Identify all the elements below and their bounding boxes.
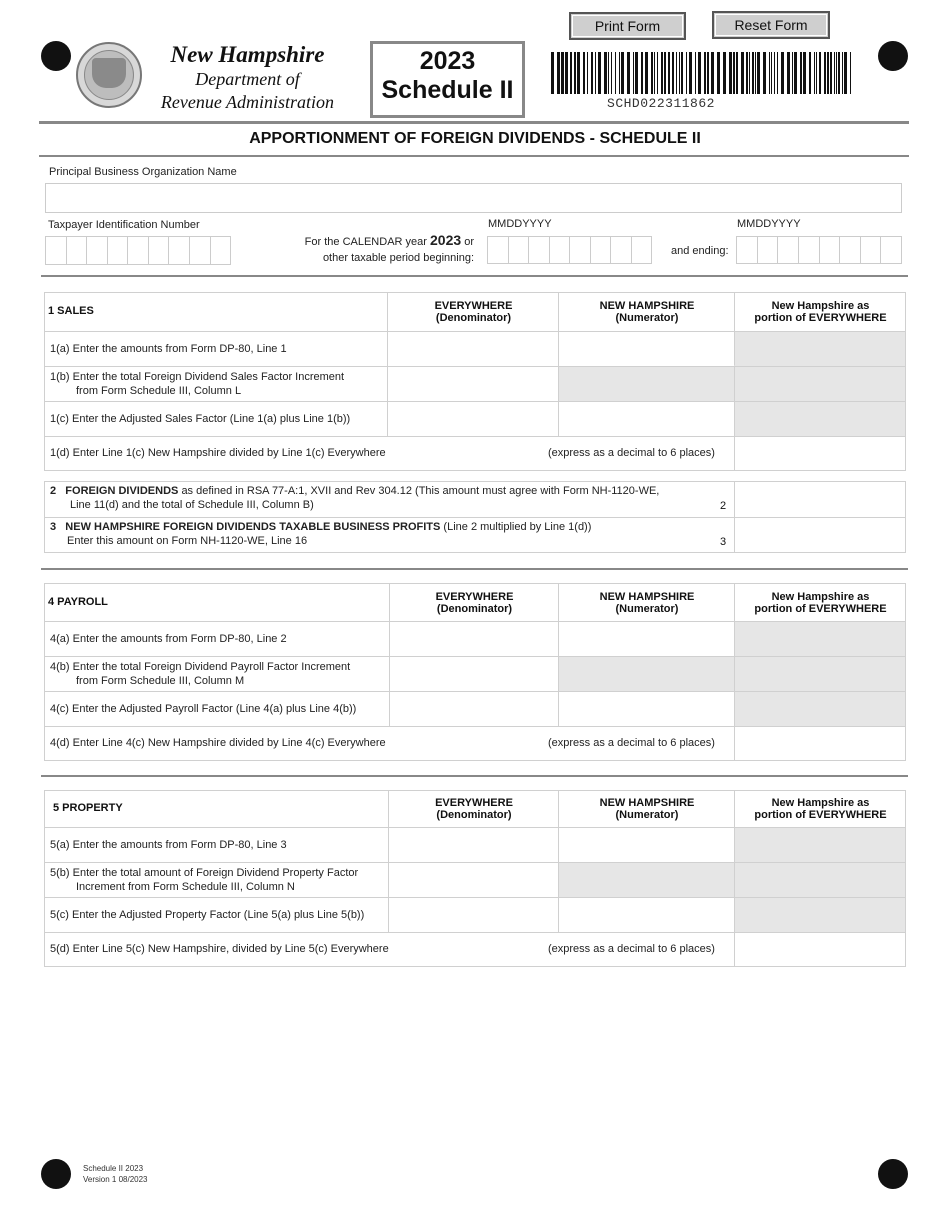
nh-header: NEW HAMPSHIRE (Numerator) bbox=[599, 300, 695, 324]
barcode-bar bbox=[645, 52, 648, 94]
barcode-bar bbox=[816, 52, 817, 94]
barcode-bar bbox=[774, 52, 775, 94]
barcode-bar bbox=[679, 52, 680, 94]
form-year: 2023 bbox=[419, 47, 476, 75]
barcode-bar bbox=[561, 52, 564, 94]
registration-mark-top-right bbox=[878, 41, 908, 71]
form-schedule: Schedule II bbox=[381, 76, 514, 104]
property-5d-input[interactable] bbox=[734, 933, 905, 967]
barcode-bar bbox=[842, 52, 843, 94]
tin-field[interactable] bbox=[45, 236, 231, 265]
barcode-bar bbox=[771, 52, 772, 94]
barcode-bar bbox=[757, 52, 760, 94]
barcode-bar bbox=[746, 52, 748, 94]
line-2-row: 2 FOREIGN DIVIDENDS as defined in RSA 77-A:1, XVII and Rev 304.12 (This amount must agree with Form NH-1120-WE, Line 11(d) and the total of Schedule III, Column B) 2 bbox=[45, 482, 905, 518]
payroll-4b-everywhere-input[interactable] bbox=[389, 657, 558, 691]
payroll-4c-nh-input[interactable] bbox=[558, 692, 734, 726]
property-row-b: 5(b) Enter the total amount of Foreign Dividend Property Factor Increment from Form Schedule III, Column N bbox=[45, 863, 905, 898]
barcode-bar bbox=[551, 52, 554, 94]
barcode-bar bbox=[661, 52, 663, 94]
barcode-bar bbox=[824, 52, 826, 94]
barcode-bar bbox=[689, 52, 692, 94]
sales-row-b: 1(b) Enter the total Foreign Dividend Sales Factor Increment from Form Schedule III, Column L bbox=[45, 367, 905, 402]
barcode-bar bbox=[633, 52, 634, 94]
payroll-section bbox=[44, 583, 906, 761]
barcode-bar bbox=[794, 52, 797, 94]
barcode-bar bbox=[598, 52, 601, 94]
barcode-bar bbox=[664, 52, 666, 94]
property-header-row: 5 PROPERTY EVERYWHERE (Denominator) NEW HAMPSHIRE (Numerator) New Hampshire as portion of EVERYWHERE bbox=[45, 791, 905, 828]
profit-lines bbox=[44, 481, 906, 553]
property-section bbox=[44, 790, 906, 967]
payroll-4c-everywhere-input[interactable] bbox=[389, 692, 558, 726]
tin-label: Taxpayer Identification Number bbox=[48, 219, 200, 231]
barcode-bar bbox=[570, 52, 572, 94]
payroll-header-row: 4 PAYROLL EVERYWHERE (Denominator) NEW HAMPSHIRE (Numerator) New Hampshire as portion of EVERYWHERE bbox=[45, 584, 905, 622]
property-5a-nh-input[interactable] bbox=[558, 828, 734, 862]
portion-header: New Hampshire as portion of EVERYWHERE bbox=[754, 300, 887, 324]
barcode-bar bbox=[729, 52, 732, 94]
barcode-bar bbox=[583, 52, 585, 94]
payroll-heading: 4 PAYROLL bbox=[48, 596, 108, 608]
line-2-input[interactable] bbox=[734, 482, 905, 517]
form-title-box bbox=[370, 41, 525, 118]
barcode-bar bbox=[595, 52, 596, 94]
payroll-4d-input[interactable] bbox=[734, 727, 905, 761]
barcode-bar bbox=[838, 52, 840, 94]
barcode-bar bbox=[698, 52, 701, 94]
barcode-bar bbox=[704, 52, 706, 94]
barcode-bar bbox=[834, 52, 835, 94]
sales-1c-nh-input[interactable] bbox=[558, 402, 734, 436]
sales-1d-input[interactable] bbox=[734, 437, 905, 471]
property-5c-nh-input[interactable] bbox=[558, 898, 734, 932]
sales-row-c: 1(c) Enter the Adjusted Sales Factor (Line 1(a) plus Line 1(b)) bbox=[45, 402, 905, 437]
barcode-bar bbox=[695, 52, 696, 94]
barcode-bar bbox=[830, 52, 832, 94]
begin-date-format: MMDDYYYY bbox=[488, 218, 552, 230]
barcode-bar bbox=[591, 52, 593, 94]
barcode-bar bbox=[800, 52, 802, 94]
print-form-button[interactable]: Print Form bbox=[569, 12, 686, 40]
barcode-bar bbox=[608, 52, 609, 94]
barcode-bar bbox=[565, 52, 568, 94]
end-date-format: MMDDYYYY bbox=[737, 218, 801, 230]
org-name-label: Principal Business Organization Name bbox=[49, 166, 237, 178]
barcode-bar bbox=[621, 52, 624, 94]
property-row-c: 5(c) Enter the Adjusted Property Factor (Line 5(a) plus Line 5(b)) bbox=[45, 898, 905, 933]
property-row-a: 5(a) Enter the amounts from Form DP-80, Line 3 bbox=[45, 828, 905, 863]
registration-mark-bottom-right bbox=[878, 1159, 908, 1189]
barcode-bar bbox=[574, 52, 576, 94]
barcode-bar bbox=[711, 52, 714, 94]
barcode-bar bbox=[763, 52, 766, 94]
barcode-bar bbox=[836, 52, 837, 94]
line-3-row: 3 NEW HAMPSHIRE FOREIGN DIVIDENDS TAXABLE BUSINESS PROFITS (Line 2 multiplied by Line 1(d)) Enter this amount on Form NH-1120-WE, Line 16 3 bbox=[45, 518, 905, 553]
ending-label: and ending: bbox=[671, 245, 729, 257]
barcode-bar bbox=[723, 52, 726, 94]
everywhere-header: EVERYWHERE (Denominator) bbox=[434, 300, 513, 324]
barcode-bar bbox=[635, 52, 638, 94]
footer-version: Schedule II 2023 Version 1 08/2023 bbox=[83, 1164, 148, 1184]
barcode-bar bbox=[787, 52, 790, 94]
agency-department: Department of bbox=[195, 69, 300, 89]
barcode-bar bbox=[627, 52, 630, 94]
barcode-bar bbox=[749, 52, 750, 94]
property-heading: 5 PROPERTY bbox=[53, 802, 123, 814]
payroll-row-a: 4(a) Enter the amounts from Form DP-80, Line 2 bbox=[45, 622, 905, 657]
barcode-bar bbox=[827, 52, 829, 94]
barcode-bar bbox=[809, 52, 811, 94]
barcode-bar bbox=[615, 52, 616, 94]
barcode bbox=[551, 52, 854, 94]
top-rule bbox=[39, 121, 909, 124]
line-3-input[interactable] bbox=[734, 518, 905, 553]
barcode-bar bbox=[752, 52, 754, 94]
barcode-bar bbox=[769, 52, 770, 94]
payroll-4a-everywhere-input[interactable] bbox=[389, 622, 558, 656]
payroll-4a-nh-input[interactable] bbox=[558, 622, 734, 656]
org-name-field[interactable] bbox=[45, 183, 902, 213]
registration-mark-bottom-left bbox=[41, 1159, 71, 1189]
registration-mark-top-left bbox=[41, 41, 71, 71]
sales-row-d: 1(d) Enter Line 1(c) New Hampshire divided by Line 1(c) Everywhere (express as a decimal to 6 places) bbox=[45, 437, 905, 471]
barcode-bar bbox=[619, 52, 620, 94]
sales-section bbox=[44, 292, 906, 471]
barcode-bar bbox=[686, 52, 687, 94]
barcode-bar bbox=[641, 52, 643, 94]
sales-header-row bbox=[45, 293, 905, 332]
page-title: APPORTIONMENT OF FOREIGN DIVIDENDS - SCHEDULE II bbox=[249, 130, 701, 147]
begin-date-field[interactable] bbox=[487, 236, 652, 264]
barcode-bar bbox=[741, 52, 744, 94]
barcode-bar bbox=[850, 52, 851, 94]
barcode-bar bbox=[814, 52, 815, 94]
barcode-bar bbox=[777, 52, 778, 94]
info-rule bbox=[41, 275, 908, 277]
payroll-row-d: 4(d) Enter Line 4(c) New Hampshire divided by Line 4(c) Everywhere (express as a decimal to 6 places) bbox=[45, 727, 905, 761]
section-rule-3 bbox=[41, 775, 908, 777]
barcode-bar bbox=[803, 52, 806, 94]
barcode-number: SCHD022311862 bbox=[607, 96, 715, 111]
sales-row-a: 1(a) Enter the amounts from Form DP-80, Line 1 bbox=[45, 332, 905, 367]
payroll-row-b: 4(b) Enter the total Foreign Dividend Payroll Factor Increment from Form Schedule III, Column M bbox=[45, 657, 905, 692]
barcode-bar bbox=[657, 52, 658, 94]
property-row-d: 5(d) Enter Line 5(c) New Hampshire, divided by Line 5(c) Everywhere (express as a decimal to 6 places) bbox=[45, 933, 905, 967]
barcode-bar bbox=[736, 52, 738, 94]
barcode-bar bbox=[672, 52, 674, 94]
barcode-bar bbox=[733, 52, 735, 94]
barcode-bar bbox=[654, 52, 655, 94]
barcode-bar bbox=[676, 52, 677, 94]
sales-1b-everywhere-input[interactable] bbox=[387, 367, 558, 401]
agency-division: Revenue Administration bbox=[160, 92, 335, 112]
barcode-bar bbox=[755, 52, 756, 94]
state-seal bbox=[76, 42, 142, 108]
barcode-bar bbox=[681, 52, 683, 94]
sales-1a-everywhere-input[interactable] bbox=[387, 332, 558, 366]
reset-form-button[interactable]: Reset Form bbox=[712, 11, 830, 39]
payroll-row-c: 4(c) Enter the Adjusted Payroll Factor (Line 4(a) plus Line 4(b)) bbox=[45, 692, 905, 727]
property-5b-everywhere-input[interactable] bbox=[388, 863, 558, 897]
barcode-bar bbox=[587, 52, 588, 94]
sales-1c-everywhere-input[interactable] bbox=[387, 402, 558, 436]
barcode-bar bbox=[844, 52, 847, 94]
sales-1a-nh-input[interactable] bbox=[558, 332, 734, 366]
barcode-bar bbox=[781, 52, 784, 94]
barcode-bar bbox=[668, 52, 670, 94]
agency-name: New Hampshire bbox=[170, 42, 325, 67]
section-rule-2 bbox=[41, 568, 908, 570]
barcode-bar bbox=[611, 52, 612, 94]
barcode-bar bbox=[577, 52, 580, 94]
barcode-bar bbox=[792, 52, 793, 94]
period-label: For the CALENDAR year 2023 or other taxable period beginning: bbox=[304, 232, 474, 264]
property-5a-everywhere-input[interactable] bbox=[388, 828, 558, 862]
sales-heading: 1 SALES bbox=[48, 305, 94, 317]
property-5c-everywhere-input[interactable] bbox=[388, 898, 558, 932]
title-rule bbox=[39, 155, 909, 157]
barcode-bar bbox=[707, 52, 709, 94]
barcode-bar bbox=[651, 52, 653, 94]
barcode-bar bbox=[717, 52, 720, 94]
barcode-bar bbox=[557, 52, 560, 94]
end-date-field[interactable] bbox=[736, 236, 902, 264]
barcode-bar bbox=[604, 52, 607, 94]
barcode-bar bbox=[819, 52, 821, 94]
